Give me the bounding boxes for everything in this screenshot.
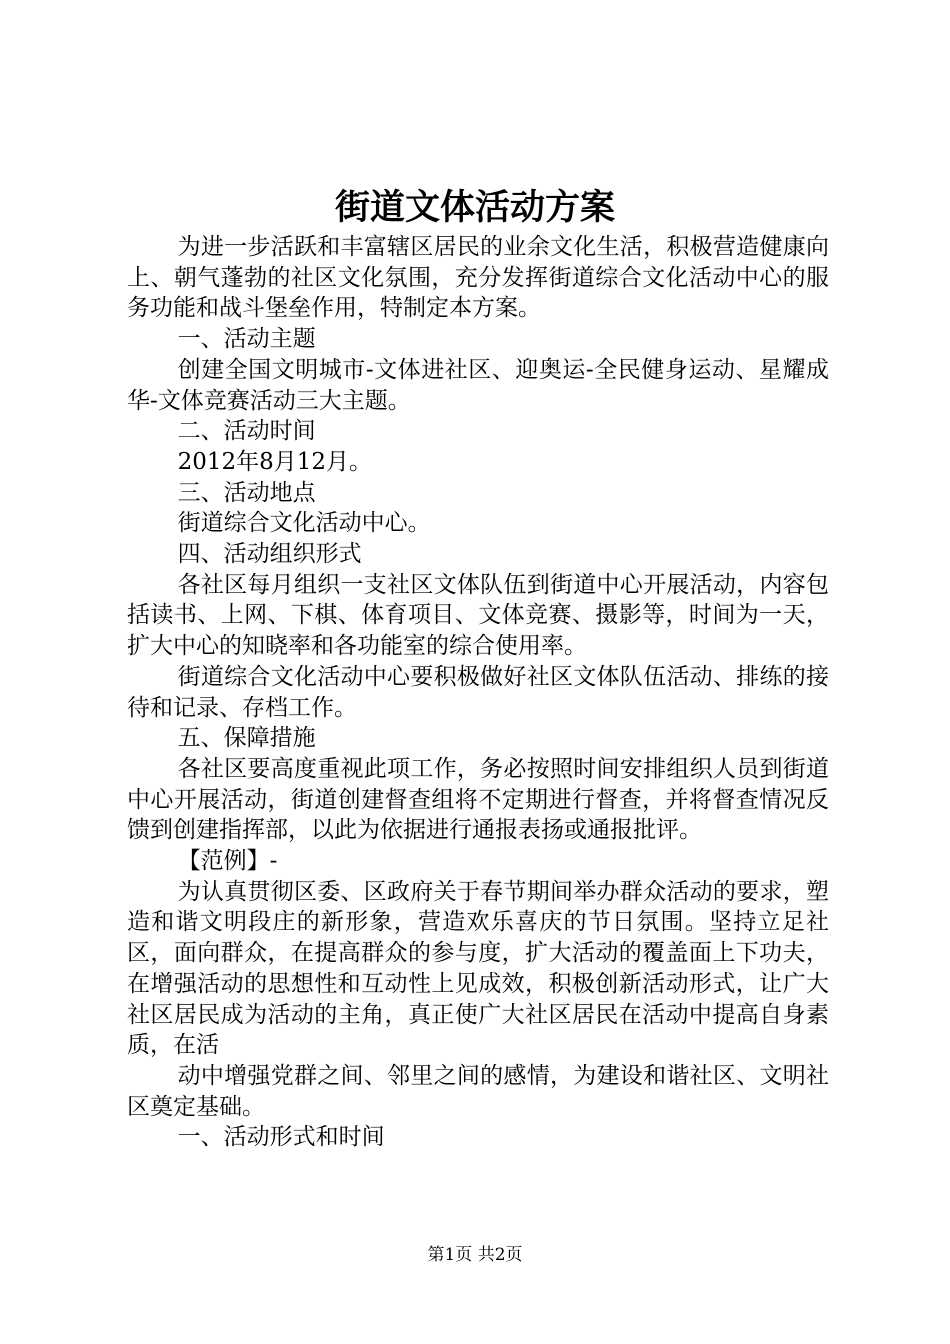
paragraph-example: 为认真贯彻区委、区政府关于春节期间举办群众活动的要求，塑造和谐文明段庄的新形象，营造欢乐喜庆的节日氛围。坚持立足社区，面向群众，在提高群众的参与度，扩大活动的覆盖面上下功夫，在增强活动的思想性和互动性上见成效，积极创新活动形式，让广大社区居民成为活动的主角，真正使广大社区居民在活动中提高自身素质，在活 (127, 878, 829, 1059)
paragraph-safeguards: 各社区要高度重视此项工作，务必按照时间安排组织人员到街道中心开展活动，街道创建督查组将不定期进行督查，并将督查情况反馈到创建指挥部，以此为依据进行通报表扬或通报批评。 (127, 755, 829, 844)
section-heading-organization: 四、活动组织形式 (177, 541, 362, 568)
paragraph-time: 2012年8月12月。 (177, 448, 373, 475)
page-footer: 第1页 共2页 (427, 1245, 523, 1265)
paragraph-reception: 街道综合文化活动中心要积极做好社区文体队伍活动、排练的接待和记录、存档工作。 (127, 663, 829, 721)
section-heading-time: 二、活动时间 (177, 418, 316, 445)
document-body (127, 232, 829, 1153)
section-heading-location: 三、活动地点 (177, 479, 316, 506)
section-heading-theme: 一、活动主题 (177, 326, 316, 353)
paragraph-example-continued: 动中增强党群之间、邻里之间的感情，为建设和谐社区、文明社区奠定基础。 (127, 1062, 829, 1120)
document-title: 街道文体活动方案 (334, 187, 615, 228)
section-heading-form-and-time: 一、活动形式和时间 (177, 1124, 385, 1151)
paragraph-intro: 为进一步活跃和丰富辖区居民的业余文化生活，积极营造健康向上、朝气蓬勃的社区文化氛围，充分发挥街道综合文化活动中心的服务功能和战斗堡垒作用，特制定本方案。 (127, 234, 829, 322)
paragraph-location: 街道综合文化活动中心。 (177, 510, 431, 537)
example-heading: 【范例】- (177, 848, 278, 875)
section-heading-safeguards: 五、保障措施 (177, 725, 316, 752)
paragraph-theme: 创建全国文明城市-文体进社区、迎奥运-全民健身运动、星耀成华-文体竞赛活动三大主题。 (127, 356, 829, 414)
paragraph-organization: 各社区每月组织一支社区文体队伍到街道中心开展活动，内容包括读书、上网、下棋、体育项目、文体竞赛、摄影等，时间为一天，扩大中心的知晓率和各功能室的综合使用率。 (127, 571, 829, 660)
